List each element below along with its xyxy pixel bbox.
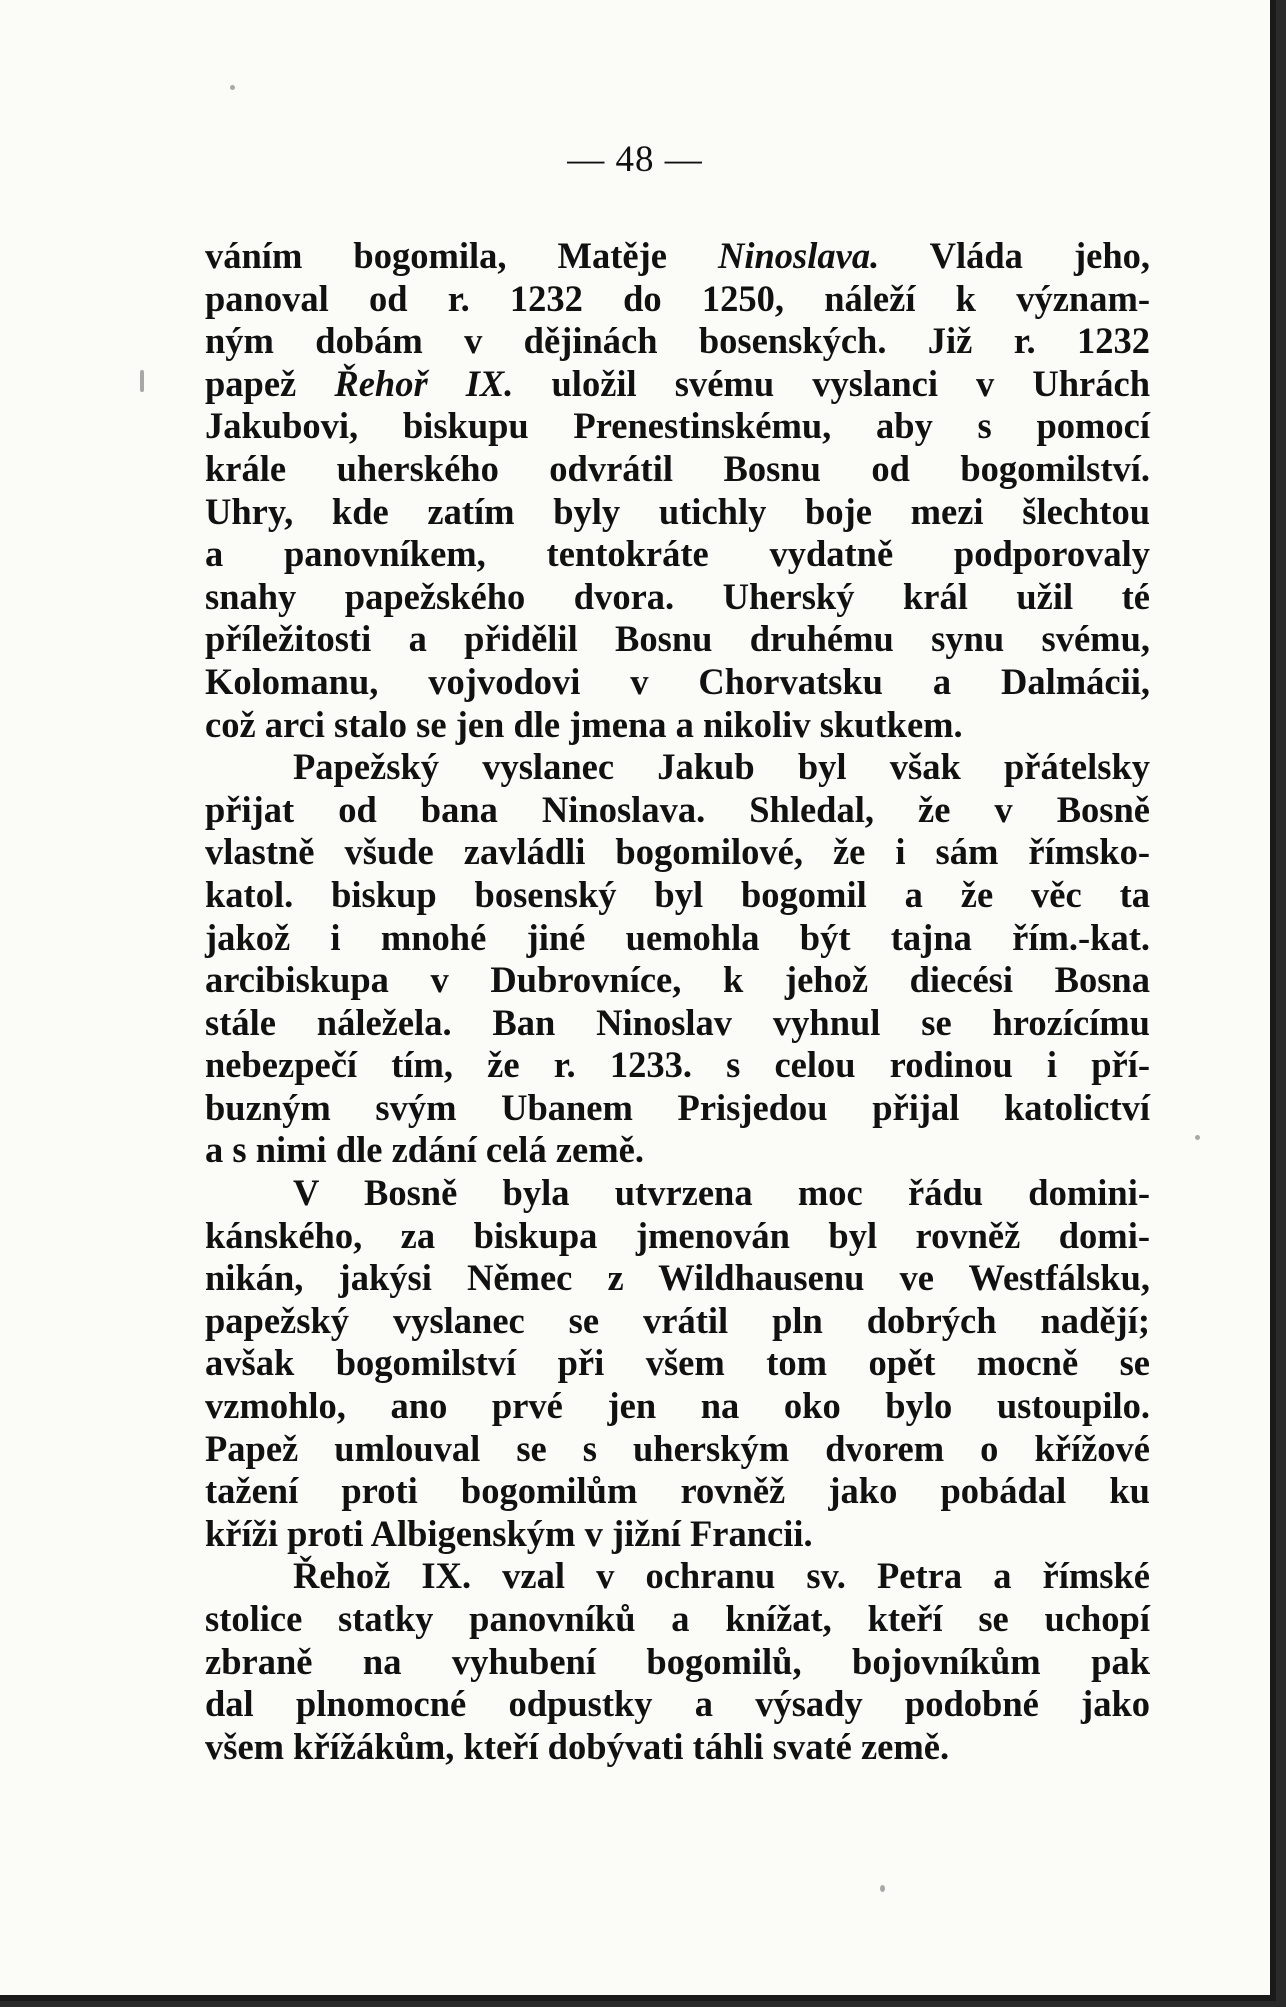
text-line: a s nimi dle zdání celá země.	[205, 1129, 644, 1171]
text-line: vlastně všude zavládli bogomilové, že i sám římsko-	[205, 831, 1150, 873]
text-line: Kolomanu, vojvodovi v Chorvatsku a Dalmácii,	[205, 660, 1150, 702]
text-line: arcibiskupa v Dubrovníce, k jehož diecési Bosna	[205, 959, 1150, 1001]
paper-speck	[140, 370, 144, 392]
text-line: tažení proti bogomilům rovněž jako pobádal ku	[205, 1470, 1150, 1512]
text-line: což arci stalo se jen dle jmena a nikoliv skutkem.	[205, 703, 963, 745]
text-line: Řehož IX. vzal v ochranu sv. Petra a římské	[293, 1555, 1150, 1597]
text-line: Uhry, kde zatím byly utichly boje mezi šlechtou	[205, 490, 1150, 532]
text-line: papež Řehoř IX. uložil svému vyslanci v Uhrách	[205, 362, 1150, 404]
paragraph-3	[205, 1172, 1150, 1555]
text-line: Papež umlouval se s uherským dvorem o křížové	[205, 1427, 1150, 1469]
text-line: stolice statky panovníků a knížat, kteří se uchopí	[205, 1598, 1150, 1639]
text-line: stále náležela. Ban Ninoslav vyhnul se hrozícímu	[205, 1001, 1150, 1043]
text-line: zbraně na vyhubení bogomilů, bojovníkům pak	[205, 1640, 1150, 1682]
text-line: jakož i mnohé jiné uemohla být tajna řím.-kat.	[205, 916, 1150, 958]
text-line: vzmohlo, ano prvé jen na oko bylo ustoupilo.	[205, 1385, 1150, 1427]
text-line: Jakubovi, biskupu Prenestinskému, aby s pomocí	[205, 405, 1150, 447]
paragraph-2	[205, 746, 1150, 1172]
text-line: přijat od bana Ninoslava. Shledal, že v Bosně	[205, 788, 1150, 830]
text-line: všem křížákům, kteří dobývati táhli svaté země.	[205, 1725, 950, 1767]
text-line: nikán, jakýsi Němec z Wildhausenu ve Westfálsku,	[205, 1257, 1150, 1299]
text-line: kříži proti Albigenským v jižní Francii.	[205, 1512, 813, 1554]
text-line: panoval od r. 1232 do 1250, náleží k význam-	[205, 277, 1150, 319]
text-line: Papežský vyslanec Jakub byl však přátelsky	[293, 746, 1150, 788]
text-line: avšak bogomilství při všem tom opět mocně se	[205, 1342, 1150, 1384]
text-line: krále uherského odvrátil Bosnu od bogomilství.	[205, 447, 1150, 489]
text-line: V Bosně byla utvrzena moc řádu domini-	[293, 1172, 1150, 1214]
body-text	[205, 235, 1150, 1768]
paper-speck	[1195, 1135, 1200, 1140]
paragraph-4	[205, 1555, 1150, 1768]
text-line: příležitosti a přidělil Bosnu druhému synu svému,	[205, 618, 1150, 660]
text-line: váním bogomila, Matěje Ninoslava. Vláda jeho,	[205, 235, 1150, 276]
text-line: a panovníkem, tentokráte vydatně podporovaly	[205, 533, 1150, 575]
text-line: ným dobám v dějinách bosenských. Již r. 1232	[205, 320, 1150, 362]
paper-speck	[230, 85, 235, 90]
page-number: — 48 —	[567, 139, 703, 180]
text-line: katol. biskup bosenský byl bogomil a že věc ta	[205, 873, 1150, 915]
text-line: buzným svým Ubanem Prisjedou přijal katolictví	[205, 1086, 1150, 1128]
text-line: papežský vyslanec se vrátil pln dobrých nadějí;	[205, 1299, 1150, 1341]
paper-speck	[880, 1885, 885, 1892]
text-line: dal plnomocné odpustky a výsady podobné jako	[205, 1683, 1150, 1725]
text-line: kánského, za biskupa jmenován byl rovněž domi-	[205, 1214, 1150, 1256]
text-line: snahy papežského dvora. Uherský král užil té	[205, 575, 1150, 617]
text-line: nebezpečí tím, že r. 1233. s celou rodinou i pří-	[205, 1044, 1150, 1086]
paragraph-1	[205, 235, 1150, 746]
